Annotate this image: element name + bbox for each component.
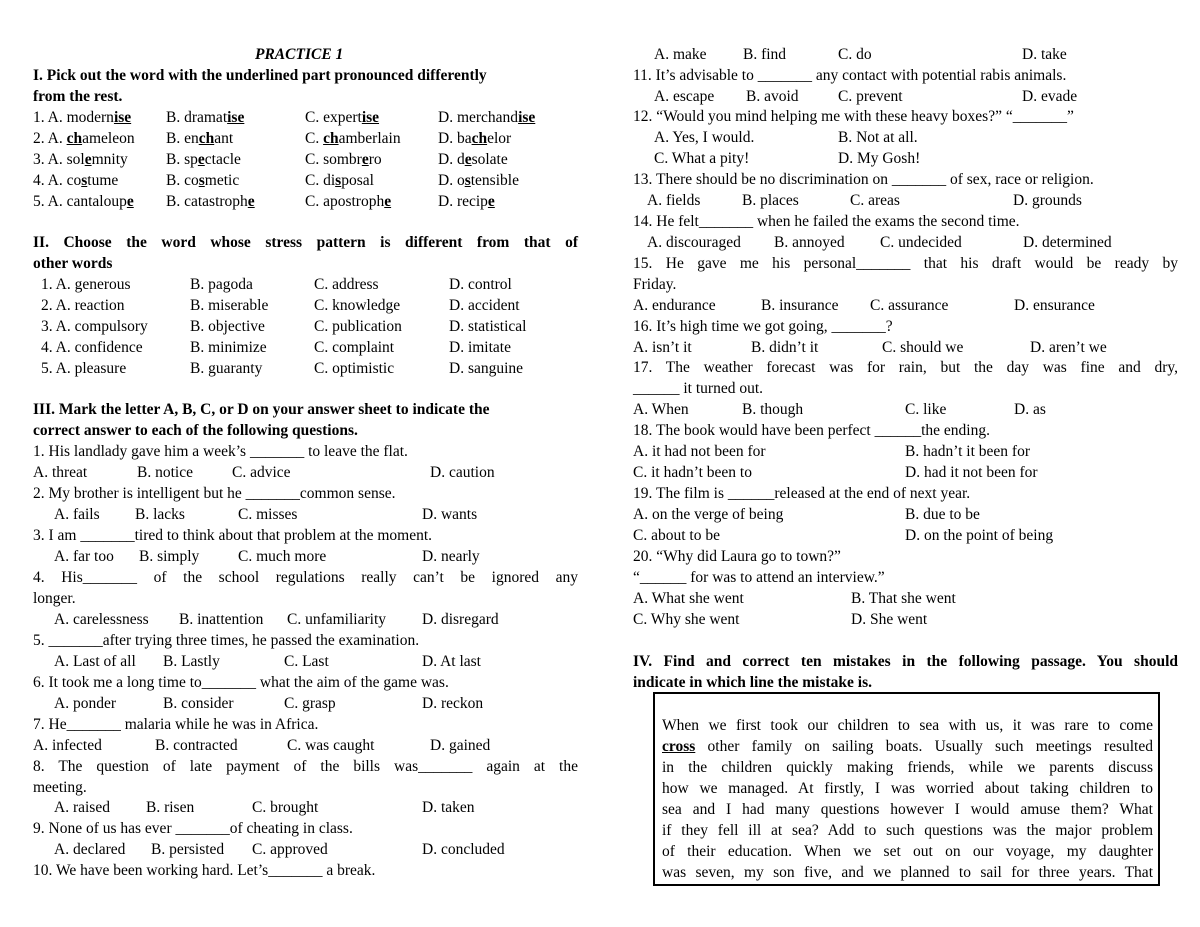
question-9: 9. None of us has ever _______of cheating in class. xyxy=(33,820,353,837)
option-a: A. far too xyxy=(54,548,114,565)
question-5: 5. _______after trying three times, he passed the examination. xyxy=(33,632,420,649)
section-1-heading-cont: from the rest. xyxy=(33,88,123,105)
underlined-part: s xyxy=(464,172,471,189)
option-c: C. apostrophe xyxy=(305,193,392,210)
question-17: 17. The weather forecast was for rain, but the day was fine and dry, xyxy=(633,359,1178,376)
option-b: B. contracted xyxy=(155,737,238,754)
option-b: B. guaranty xyxy=(190,360,263,377)
option-c: C. unfamiliarity xyxy=(287,611,387,628)
option-c: C. publication xyxy=(314,318,402,335)
section-4-heading-cont: indicate in which line the mistake is. xyxy=(633,674,872,691)
option-d: D. reckon xyxy=(422,695,484,712)
option-d: D. wants xyxy=(422,506,478,523)
option-a: A. Yes, I would. xyxy=(654,129,755,146)
option-d: D. desolate xyxy=(438,151,508,168)
question-4-cont: longer. xyxy=(33,590,76,607)
section-3-heading-cont: correct answer to each of the following questions. xyxy=(33,422,358,439)
question-3: 3. I am _______tired to think about that problem at the moment. xyxy=(33,527,433,544)
passage-line-2: cross other family on sailing boats. Usually such meetings resulted xyxy=(662,738,1153,755)
option-d: D. evade xyxy=(1022,88,1078,105)
option-c: C. chamberlain xyxy=(305,130,401,147)
question-19: 19. The film is ______released at the end of next year. xyxy=(633,485,971,502)
section-4-heading: IV. Find and correct ten mistakes in the following passage. You should xyxy=(633,653,1178,670)
option-d: D. imitate xyxy=(449,339,511,356)
passage-line-5: sea and I had many questions however I would amuse them? What xyxy=(662,801,1153,818)
option-b: B. Not at all. xyxy=(838,129,918,146)
option-a: A. it had not been for xyxy=(633,443,766,460)
option-a: A. endurance xyxy=(633,297,716,314)
option-b: B. inattention xyxy=(179,611,264,628)
underlined-part: s xyxy=(198,172,205,189)
question-8-cont: meeting. xyxy=(33,779,87,796)
option-d: D. bachelor xyxy=(438,130,512,147)
question-2: 2. My brother is intelligent but he _______common sense. xyxy=(33,485,396,502)
option-d: D. sanguine xyxy=(449,360,524,377)
option-b: B. insurance xyxy=(761,297,839,314)
option-a: A. fails xyxy=(54,506,100,523)
underlined-part: e xyxy=(487,193,495,210)
option-a: A. raised xyxy=(54,799,110,816)
option-a: 3. A. solemnity xyxy=(33,151,128,168)
option-b: B. simply xyxy=(139,548,200,565)
option-a: A. What she went xyxy=(633,590,744,607)
option-b: B. objective xyxy=(190,318,265,335)
underlined-part: ise xyxy=(361,109,380,126)
question-7: 7. He_______ malaria while he was in Africa. xyxy=(33,716,319,733)
question-14: 14. He felt_______ when he failed the exams the second time. xyxy=(633,213,1020,230)
option-b: B. minimize xyxy=(190,339,267,356)
option-c: C. address xyxy=(314,276,379,293)
question-8: 8. The question of late payment of the bills was_______ again at the xyxy=(33,758,578,775)
option-a: A. escape xyxy=(654,88,715,105)
option-d: D. taken xyxy=(422,799,475,816)
option-c: C. about to be xyxy=(633,527,720,544)
option-b: B. annoyed xyxy=(774,234,845,251)
section-2-heading-cont: other words xyxy=(33,255,113,272)
underlined-part: e xyxy=(197,151,205,168)
option-d: D. ensurance xyxy=(1014,297,1095,314)
option-a: 2. A. reaction xyxy=(41,297,125,314)
question-11: 11. It’s advisable to _______ any contact with potential rabis animals. xyxy=(633,67,1067,84)
option-c: C. optimistic xyxy=(314,360,395,377)
option-c: C. misses xyxy=(238,506,298,523)
question-15-cont: Friday. xyxy=(633,276,677,293)
passage-line-8: was seven, my son five, and we planned to sail for three years. That xyxy=(662,864,1153,881)
option-d: D. take xyxy=(1022,46,1067,63)
option-c: C. knowledge xyxy=(314,297,401,314)
option-b: B. didn’t it xyxy=(751,339,819,356)
option-d: D. gained xyxy=(430,737,491,754)
option-a: A. fields xyxy=(647,192,701,209)
option-a: 4. A. costume xyxy=(33,172,119,189)
option-c: C. disposal xyxy=(305,172,374,189)
option-c: C. sombrero xyxy=(305,151,382,168)
underlined-part: e xyxy=(84,151,92,168)
option-b: B. risen xyxy=(146,799,195,816)
option-b: B. lacks xyxy=(135,506,185,523)
option-d: D. on the point of being xyxy=(905,527,1054,544)
question-12: 12. “Would you mind helping me with these heavy boxes?” “_______” xyxy=(633,108,1074,125)
option-c: C. was caught xyxy=(287,737,375,754)
option-c: C. brought xyxy=(252,799,319,816)
option-b: B. Lastly xyxy=(163,653,220,670)
option-a: A. threat xyxy=(33,464,88,481)
underlined-part: ise xyxy=(227,109,245,126)
section-2-heading: II. Choose the word whose stress pattern is different from that of xyxy=(33,234,578,251)
underlined-part: ch xyxy=(66,130,83,147)
underlined-part: s xyxy=(81,172,88,189)
section-1-heading: I. Pick out the word with the underlined part pronounced differently xyxy=(33,67,487,84)
underlined-part: e xyxy=(464,151,472,168)
question-20: 20. “Why did Laura go to town?” xyxy=(633,548,841,565)
option-d: D. concluded xyxy=(422,841,505,858)
option-d: D. caution xyxy=(430,464,495,481)
option-b: B. though xyxy=(742,401,804,418)
option-b: B. avoid xyxy=(746,88,799,105)
page-title: PRACTICE 1 xyxy=(255,46,344,63)
option-c: C. undecided xyxy=(880,234,962,251)
option-c: C. it hadn’t been to xyxy=(633,464,752,481)
option-a: 5. A. cantaloupe xyxy=(33,193,134,210)
option-b: B. dramatise xyxy=(166,109,245,126)
passage-line-1: When we first took our children to sea with us, it was rare to come xyxy=(662,717,1153,734)
option-d: D. recipe xyxy=(438,193,495,210)
option-d: D. disregard xyxy=(422,611,499,628)
question-13: 13. There should be no discrimination on _______ of sex, race or religion. xyxy=(633,171,1094,188)
option-d: D. statistical xyxy=(449,318,527,335)
passage-line-7: of their education. When we set out on our voyage, my daughter xyxy=(662,843,1153,860)
option-a: A. carelessness xyxy=(54,611,149,628)
question-16: 16. It’s high time we got going, _______? xyxy=(633,318,893,335)
option-b: B. That she went xyxy=(851,590,956,607)
underlined-part: e xyxy=(126,193,134,210)
option-d: D. She went xyxy=(851,611,928,628)
option-b: B. find xyxy=(743,46,787,63)
option-c: C. complaint xyxy=(314,339,395,356)
question-17-cont: ______ it turned out. xyxy=(633,380,764,397)
option-b: B. enchant xyxy=(166,130,234,147)
underlined-word: cross xyxy=(662,738,696,755)
option-a: A. infected xyxy=(33,737,102,754)
underlined-part: ch xyxy=(323,130,339,147)
question-18: 18. The book would have been perfect ______the ending. xyxy=(633,422,990,439)
option-c: C. areas xyxy=(850,192,900,209)
option-c: C. much more xyxy=(238,548,327,565)
option-d: D. grounds xyxy=(1013,192,1082,209)
option-d: D. determined xyxy=(1023,234,1112,251)
option-b: B. consider xyxy=(163,695,234,712)
option-d: D. accident xyxy=(449,297,520,314)
option-d: D. had it not been for xyxy=(905,464,1038,481)
underlined-part: ise xyxy=(518,109,536,126)
option-c: C. What a pity! xyxy=(654,150,750,167)
option-a: A. discouraged xyxy=(647,234,741,251)
option-d: D. My Gosh! xyxy=(838,150,921,167)
option-b: B. places xyxy=(742,192,799,209)
underlined-part: ch xyxy=(471,130,488,147)
option-a: A. make xyxy=(654,46,707,63)
section-3-heading: III. Mark the letter A, B, C, or D on your answer sheet to indicate the xyxy=(33,401,490,418)
option-b: B. miserable xyxy=(190,297,269,314)
option-c: C. Why she went xyxy=(633,611,740,628)
option-a: A. Last of all xyxy=(54,653,136,670)
option-d: D. as xyxy=(1014,401,1046,418)
option-b: B. pagoda xyxy=(190,276,253,293)
option-a: A. isn’t it xyxy=(633,339,692,356)
underlined-part: e xyxy=(384,193,392,210)
passage-line-4: how we managed. At firstly, I was worried about taking children to xyxy=(662,780,1153,797)
question-10: 10. We have been working hard. Let’s_______ a break. xyxy=(33,862,376,879)
option-b: B. spectacle xyxy=(166,151,241,168)
option-a: A. declared xyxy=(54,841,126,858)
underlined-part: e xyxy=(247,193,255,210)
option-a: 2. A. chameleon xyxy=(33,130,135,147)
passage-line-3: in the children quickly making friends, while we parents discuss xyxy=(662,759,1153,776)
option-c: C. prevent xyxy=(838,88,903,105)
option-c: C. grasp xyxy=(284,695,336,712)
passage-box xyxy=(653,692,1160,886)
question-20-cont: “______ for was to attend an interview.” xyxy=(633,569,885,586)
option-c: C. assurance xyxy=(870,297,949,314)
option-b: B. cosmetic xyxy=(166,172,240,189)
option-d: D. nearly xyxy=(422,548,480,565)
option-c: C. approved xyxy=(252,841,328,858)
question-6: 6. It took me a long time to_______ what the aim of the game was. xyxy=(33,674,449,691)
question-1: 1. His landlady gave him a week’s _______ to leave the flat. xyxy=(33,443,408,460)
option-c: C. like xyxy=(905,401,947,418)
underlined-part: ise xyxy=(113,109,132,126)
option-c: C. should we xyxy=(882,339,964,356)
question-15: 15. He gave me his personal_______ that his draft would be ready by xyxy=(633,255,1178,272)
question-4: 4. His_______ of the school regulations really can’t be ignored any xyxy=(33,569,578,586)
option-a: 1. A. generous xyxy=(41,276,131,293)
underlined-part: e xyxy=(361,151,369,168)
option-b: B. catastrophe xyxy=(166,193,255,210)
option-d: D. control xyxy=(449,276,512,293)
option-a: A. ponder xyxy=(54,695,116,712)
option-c: C. expertise xyxy=(305,109,380,126)
option-a: 3. A. compulsory xyxy=(41,318,148,335)
underlined-part: s xyxy=(335,172,342,189)
option-b: B. due to be xyxy=(905,506,980,523)
option-a: 4. A. confidence xyxy=(41,339,143,356)
option-c: C. Last xyxy=(284,653,329,670)
option-a: A. When xyxy=(633,401,689,418)
option-d: D. aren’t we xyxy=(1030,339,1107,356)
option-c: C. do xyxy=(838,46,872,63)
option-a: 1. A. modernise xyxy=(33,109,132,126)
option-b: B. persisted xyxy=(151,841,225,858)
option-d: D. At last xyxy=(422,653,481,670)
option-b: B. hadn’t it been for xyxy=(905,443,1030,460)
option-a: 5. A. pleasure xyxy=(41,360,127,377)
passage-line-6: if they fell ill at sea? Add to such questions was the major problem xyxy=(662,822,1153,839)
option-c: C. advice xyxy=(232,464,291,481)
option-a: A. on the verge of being xyxy=(633,506,784,523)
option-d: D. ostensible xyxy=(438,172,519,189)
option-d: D. merchandise xyxy=(438,109,536,126)
option-b: B. notice xyxy=(137,464,193,481)
underlined-part: ch xyxy=(198,130,215,147)
